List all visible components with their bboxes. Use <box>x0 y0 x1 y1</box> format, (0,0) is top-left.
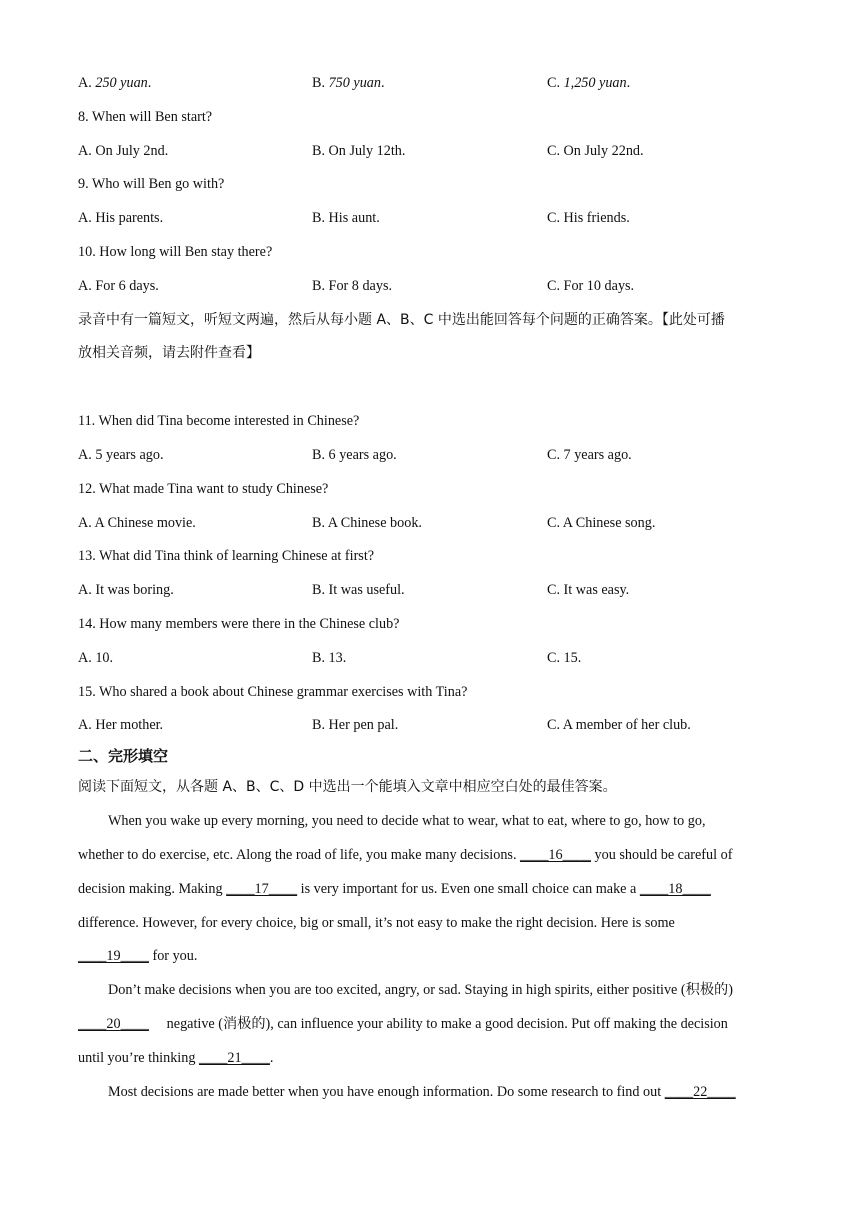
blank-19: ____19____ <box>78 948 149 965</box>
q11-option-c: C. 7 years ago. <box>547 446 632 463</box>
q13-option-a: A. It was boring. <box>78 582 174 599</box>
q7-option-c: C. 1,250 yuan. <box>547 75 631 91</box>
passage-p1-line5: ____19____ for you. <box>78 948 198 965</box>
q13-option-c: C. It was easy. <box>547 582 630 599</box>
q11-option-b: B. 6 years ago. <box>312 446 397 463</box>
passage-p1-line4: difference. However, for every choice, big or small, it’s not easy to make the right decision. Here is some <box>78 914 675 931</box>
q15-option-a: A. Her mother. <box>78 717 164 734</box>
q13-options <box>78 577 783 611</box>
blank-16: ____16____ <box>520 846 591 863</box>
q15-question: 15. Who shared a book about Chinese grammar exercises with Tina? <box>78 683 468 700</box>
section-title-cloze: 二、完形填空 <box>78 747 169 766</box>
blank-spacer <box>78 374 783 408</box>
blank-21: ____21____ <box>198 1049 270 1066</box>
passage-p1-line1: When you wake up every morning, you need to decide what to wear, what to eat, where to go, how to go, <box>108 813 706 830</box>
q15-option-b: B. Her pen pal. <box>312 717 399 734</box>
passage-p1-line3: decision making. Making ____17____ is very important for us. Even one small choice can make a ____18____ <box>78 880 711 897</box>
q8-option-c: C. On July 22nd. <box>547 142 644 159</box>
cloze-instruction: 阅读下面短文，从各题 A、B、C、D 中选出一个能填入文章中相应空白处的最佳答案。 <box>78 779 617 796</box>
q10-option-b: B. For 8 days. <box>312 277 393 294</box>
q14-option-b: B. 13. <box>312 649 347 666</box>
q10-option-a: A. For 6 days. <box>78 277 159 294</box>
q14-options <box>78 645 783 679</box>
blank-18: ____18____ <box>639 880 711 897</box>
q10-options <box>78 273 783 307</box>
q12-option-a: A. A Chinese movie. <box>78 514 196 531</box>
passage-p3-line1: Most decisions are made better when you have enough information. Do some research to find out ____22____ <box>108 1083 736 1100</box>
q8-question: 8. When will Ben start? <box>78 108 213 125</box>
q8-option-a: A. On July 2nd. <box>78 142 169 159</box>
listening-instruction-line1: 录音中有一篇短文，听短文两遍，然后从每小题 A、B、C 中选出能回答每个问题的正确答案。【此处可播 <box>78 311 725 328</box>
q14-option-a: A. 10. <box>78 649 114 666</box>
q14-question: 14. How many members were there in the Chinese club? <box>78 615 400 632</box>
q10-question: 10. How long will Ben stay there? <box>78 243 273 260</box>
q9-option-a: A. His parents. <box>78 210 164 227</box>
q15-option-c: C. A member of her club. <box>547 717 691 734</box>
q12-question: 12. What made Tina want to study Chinese? <box>78 480 329 497</box>
q7-option-a: A. 250 yuan. <box>78 75 152 91</box>
q7-options <box>78 70 783 104</box>
passage-p2-line2: ____20____ negative (消极的), can influence your ability to make a good decision. Put off making the decision <box>78 1015 728 1032</box>
blank-17: ____17____ <box>226 880 298 897</box>
q12-option-b: B. A Chinese book. <box>312 514 422 531</box>
q8-option-b: B. On July 12th. <box>312 142 406 159</box>
blank-22: ____22____ <box>664 1083 736 1100</box>
q13-question: 13. What did Tina think of learning Chinese at first? <box>78 548 375 565</box>
q12-options <box>78 510 783 544</box>
exam-page <box>78 70 783 1112</box>
q15-options <box>78 712 783 743</box>
passage-p1-line2: whether to do exercise, etc. Along the road of life, you make many decisions. ____16____ you should be careful of <box>78 846 733 863</box>
q7-option-b: B. 750 yuan. <box>312 75 385 91</box>
q13-option-b: B. It was useful. <box>312 582 405 599</box>
q11-option-a: A. 5 years ago. <box>78 446 164 463</box>
listening-instruction-line2: 放相关音频，请去附件查看】 <box>78 345 260 362</box>
q10-option-c: C. For 10 days. <box>547 277 635 294</box>
q11-question: 11. When did Tina become interested in Chinese? <box>78 413 360 430</box>
q14-option-c: C. 15. <box>547 649 582 666</box>
q12-option-c: C. A Chinese song. <box>547 514 656 531</box>
passage-p2-line1: Don’t make decisions when you are too excited, angry, or sad. Staying in high spirits, either positive (积极的) <box>108 982 733 999</box>
q9-question: 9. Who will Ben go with? <box>78 176 225 193</box>
q8-options <box>78 138 783 172</box>
passage-p2-line3: until you’re thinking ____21____. <box>78 1049 274 1066</box>
q11-options <box>78 442 783 476</box>
blank-20: ____20____ <box>78 1015 149 1032</box>
q9-option-c: C. His friends. <box>547 210 630 227</box>
q9-options <box>78 205 783 239</box>
q9-option-b: B. His aunt. <box>312 210 380 227</box>
